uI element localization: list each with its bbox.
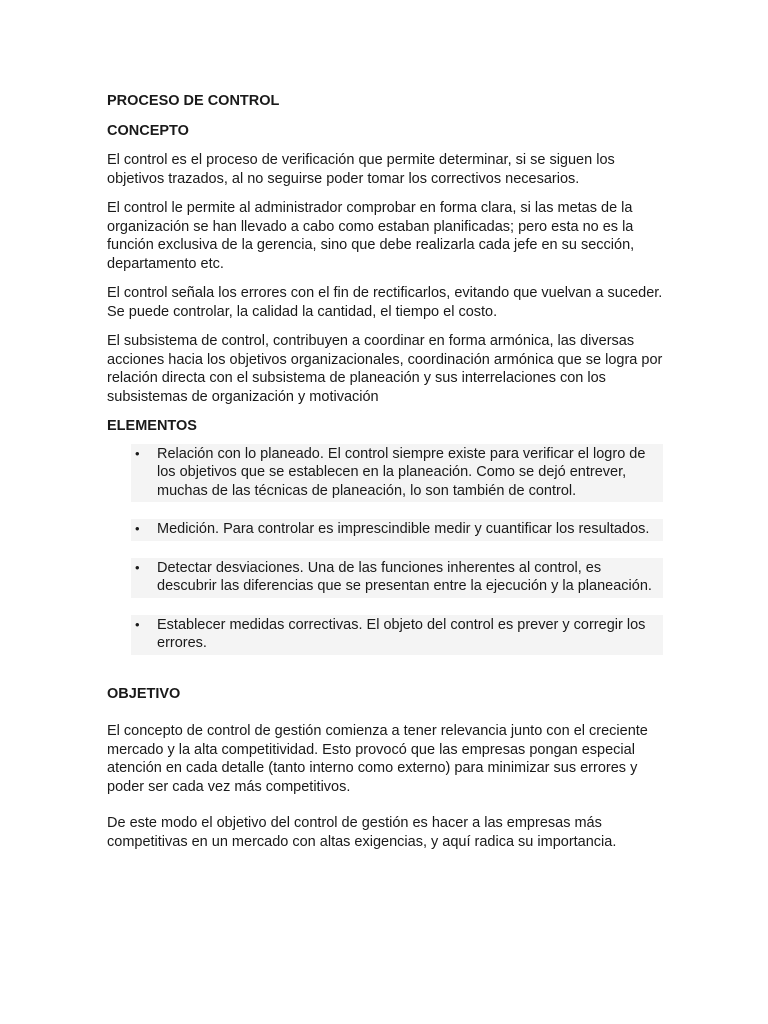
list-item-text: Establecer medidas correctivas. El objeto del control es prever y corregir los errores. [157, 616, 646, 651]
concepto-paragraph-2: El control le permite al administrador comprobar en forma clara, si las metas de la organización se han llevado a cabo como estaban planificadas; pero esta no es la función exclusiva de la gerencia, sino que debe realizarla cada jefe en su sección, departamento etc. [107, 200, 635, 272]
heading-concepto: CONCEPTO [107, 122, 189, 139]
concepto-paragraph-1: El control es el proceso de verificación que permite determinar, si se siguen los objetivos trazados, al no seguirse poder tomar los correctivos necesarios. [107, 152, 615, 187]
objetivo-paragraph-1: El concepto de control de gestión comienza a tener relevancia junto con el creciente mercado y la alta competitividad. Esto provocó que las empresas pongan especial atención en cada detalle (tanto interno como externo) para minimizar sus errores y poder ser cada vez más competitivos. [107, 723, 648, 795]
list-item-text: Medición. Para controlar es imprescindible medir y cuantificar los resultados. [157, 521, 650, 537]
list-item [131, 558, 663, 598]
document-title: PROCESO DE CONTROL [107, 93, 280, 109]
elementos-list [107, 444, 663, 655]
heading-objetivo: OBJETIVO [107, 685, 181, 702]
bullet-icon: • [135, 559, 140, 575]
heading-elementos: ELEMENTOS [107, 418, 197, 434]
document-page [107, 89, 663, 851]
bullet-icon: • [135, 445, 140, 461]
list-item [131, 519, 663, 541]
objetivo-paragraph-2: De este modo el objetivo del control de gestión es hacer a las empresas más competitivas en un mercado con altas exigencias, y aquí radica su importancia. [107, 815, 617, 850]
list-item [131, 444, 663, 503]
concepto-paragraph-4: El subsistema de control, contribuyen a coordinar en forma armónica, las diversas acciones hacia los objetivos organizacionales, coordinación armónica que se logra por relación directa con el subsistema de planeación y sus interrelaciones con los subsistemas de organización y motivación [107, 333, 663, 405]
list-item [131, 615, 663, 655]
list-item-text: Detectar desviaciones. Una de las funciones inherentes al control, es descubrir las diferencias que se presentan entre la ejecución y la planeación. [157, 559, 652, 594]
concepto-paragraph-3: El control señala los errores con el fin de rectificarlos, evitando que vuelvan a suceder. Se puede controlar, la calidad la cantidad, el tiempo el costo. [107, 285, 663, 320]
bullet-icon: • [135, 521, 140, 536]
list-item-text: Relación con lo planeado. El control siempre existe para verificar el logro de los objetivos que se establecen en la planeación. Como se dejó entrever, muchas de las técnicas de planeación, lo son también de control. [157, 445, 646, 499]
bullet-icon: • [135, 616, 140, 632]
